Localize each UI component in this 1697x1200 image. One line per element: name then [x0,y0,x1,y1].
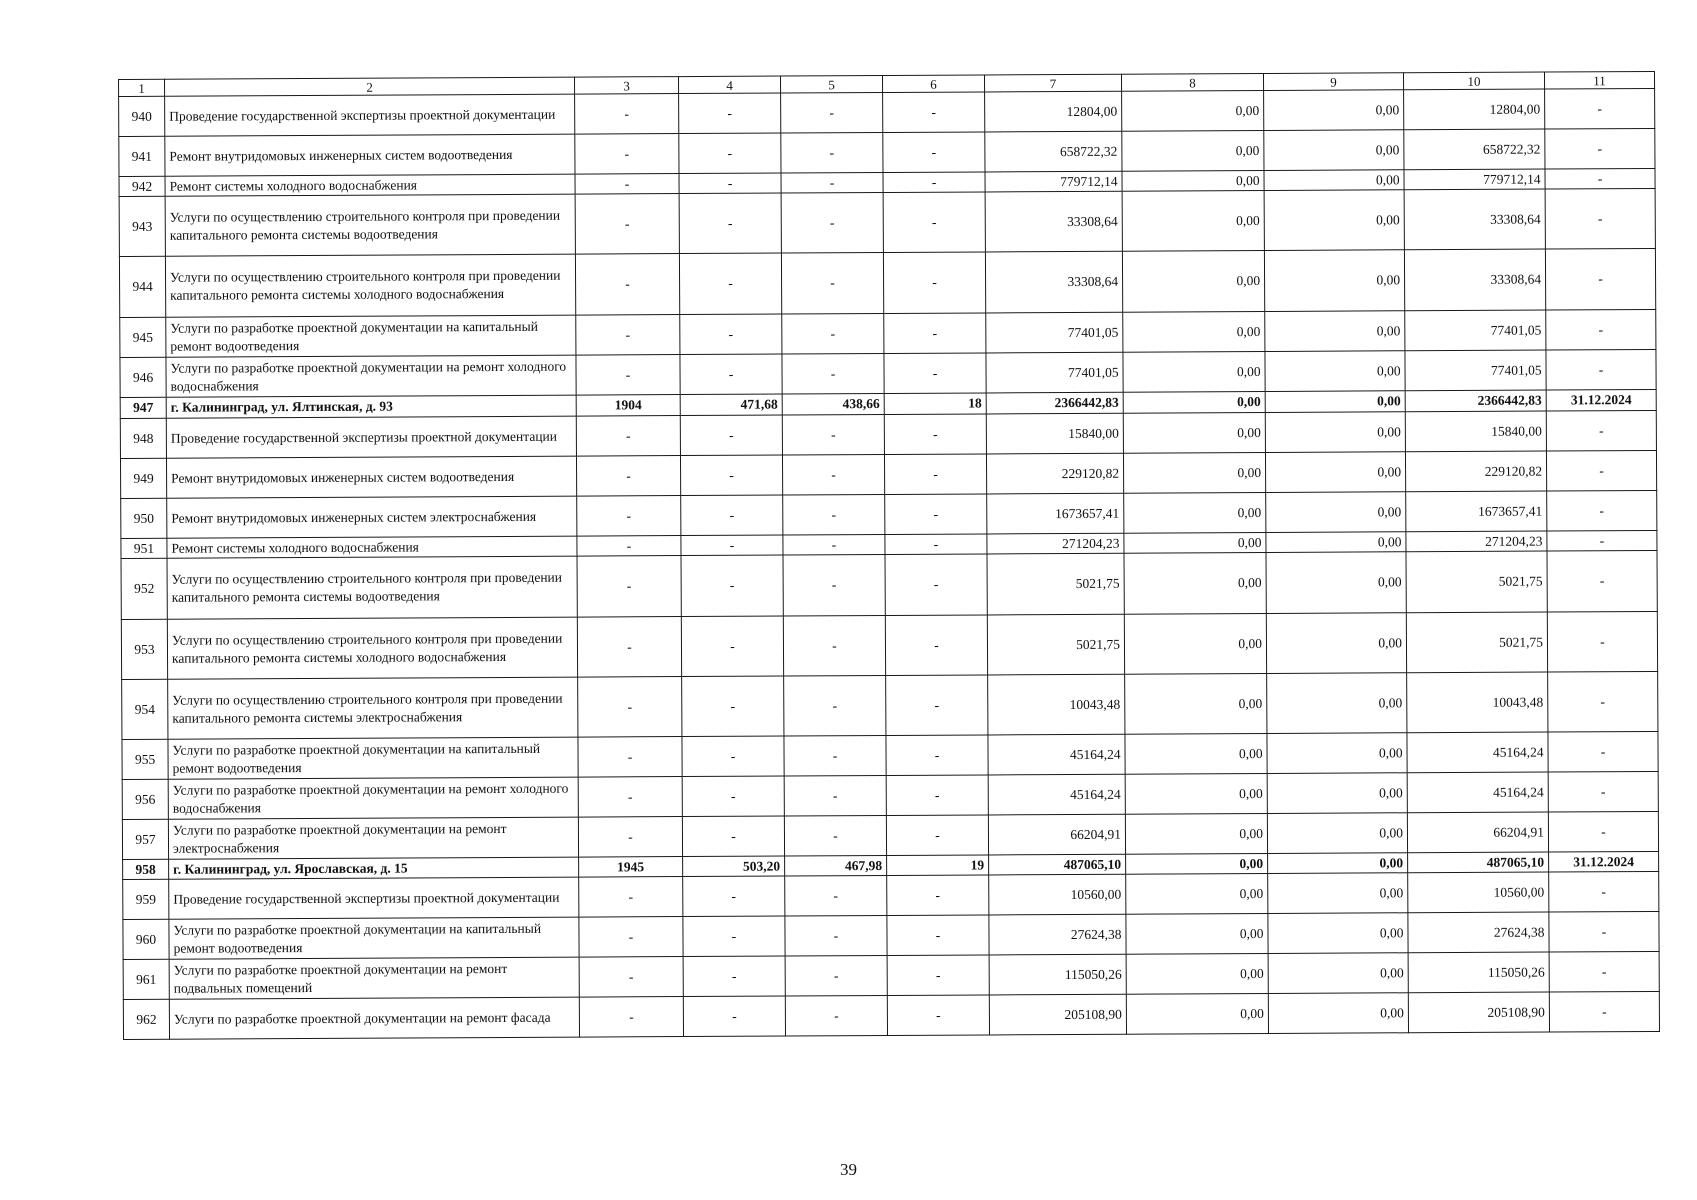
work-row [119,188,1655,256]
budget-cost-cell: 0,00 [1266,613,1406,674]
budget-cost-cell: 0,00 [1264,250,1404,312]
owner-cost-cell: 12804,00 [1404,89,1545,130]
residents-count-cell: 19 [887,855,989,876]
work-row [121,550,1657,619]
total-area-cell: - [683,996,785,1037]
owner-cost-cell: 5021,75 [1406,551,1547,613]
row-number-cell: 952 [121,558,167,619]
residents-count-cell: - [883,132,985,173]
work-description-cell: г. Калининград, ул. Ярославская, д. 15 [169,857,579,879]
total-cost-cell: 1673657,41 [987,493,1124,534]
build-year-cell: - [576,355,680,396]
total-area-cell: - [679,133,781,174]
work-description-cell: Ремонт системы холодного водоснабжения [165,174,575,196]
living-area-cell: - [784,775,886,816]
total-area-cell: - [679,173,781,194]
living-area-cell: - [783,534,885,555]
total-cost-cell: 229120,82 [986,453,1123,494]
owner-cost-cell: 229120,82 [1405,451,1546,492]
budget-cost-cell: 0,00 [1264,170,1404,191]
budget-cost-cell: 0,00 [1266,552,1406,614]
completion-date-cell: - [1547,611,1657,672]
residents-count-cell: - [886,815,988,856]
build-year-cell: - [577,556,681,618]
residents-count-cell: 18 [884,393,986,415]
build-year-cell: - [575,254,679,316]
build-year-cell: 1945 [579,857,683,878]
budget-cost-cell: 0,00 [1264,90,1404,131]
build-year-cell: - [579,917,683,958]
fund-cost-cell: 0,00 [1123,351,1265,392]
work-description-cell: Ремонт внутридомовых инженерных систем электроснабжения [167,496,577,538]
completion-date-cell: - [1547,550,1657,612]
row-number-cell: 949 [120,458,166,498]
fund-cost-cell: 0,00 [1126,913,1268,954]
page-number: 39 [840,1160,857,1179]
total-area-cell: - [679,193,781,254]
total-area-cell: - [681,495,783,536]
living-area-cell: - [784,735,886,776]
budget-cost-cell: 0,00 [1267,733,1407,774]
row-number-cell: 962 [123,999,169,1039]
work-row [121,611,1657,679]
work-description-cell: Проведение государственной экспертизы проектной документации [166,416,576,458]
work-description-cell: Услуги по осуществлению строительного контроля при проведении капитального ремонта системы холодного водоснабжения [165,254,575,317]
row-number-cell: 956 [122,779,168,819]
total-area-cell: - [680,314,782,355]
owner-cost-cell: 779712,14 [1404,169,1545,190]
row-number-cell: 945 [120,317,166,357]
living-area-cell: - [783,494,885,535]
total-cost-cell: 271204,23 [987,533,1124,554]
build-year-cell: 1904 [576,395,680,417]
work-description-cell: Услуги по разработке проектной документации на ремонт подвальных помещений [169,957,579,999]
residents-count-cell: - [884,313,986,354]
completion-date-cell: - [1548,771,1658,812]
total-area-cell: - [682,776,784,817]
build-year-cell: - [576,315,680,356]
row-number-cell: 941 [119,136,165,176]
total-cost-cell: 10043,48 [988,674,1125,735]
fund-cost-cell: 0,00 [1122,91,1264,132]
total-area-cell: - [682,676,784,737]
residents-count-cell: - [883,92,985,133]
total-area-cell: 471,68 [680,394,782,416]
owner-cost-cell: 15840,00 [1405,411,1546,452]
completion-date-cell: - [1546,410,1656,451]
budget-cost-cell: 0,00 [1268,993,1408,1034]
budget-cost-cell: 0,00 [1268,853,1408,874]
living-area-cell: - [781,192,883,253]
owner-cost-cell: 77401,05 [1405,350,1546,391]
living-area-cell: - [784,675,886,736]
row-number-cell: 955 [122,739,168,779]
living-area-cell: - [784,815,886,856]
total-cost-cell: 205108,90 [989,994,1126,1035]
row-number-cell: 950 [121,498,167,538]
fund-cost-cell: 0,00 [1126,873,1268,914]
total-cost-cell: 45164,24 [988,774,1125,815]
living-area-cell: - [782,454,884,495]
living-area-cell: - [781,92,883,133]
total-cost-cell: 12804,00 [985,91,1122,132]
owner-cost-cell: 10560,00 [1408,872,1549,913]
total-area-cell: - [680,354,782,395]
owner-cost-cell: 2366442,83 [1405,390,1546,412]
budget-cost-cell: 0,00 [1267,673,1407,734]
row-number-cell: 943 [119,196,165,256]
completion-date-cell: - [1545,88,1655,129]
work-description-cell: Услуги по осуществлению строительного контроля при проведении капитального ремонта системы электроснабжения [168,677,578,739]
work-description-cell: Услуги по осуществлению строительного контроля при проведении капитального ремонта системы водоотведения [165,194,575,256]
residents-count-cell: - [884,414,986,455]
column-header: 10 [1403,72,1544,90]
column-header: 8 [1121,74,1263,92]
residents-count-cell: - [887,915,989,956]
total-cost-cell: 77401,05 [986,312,1123,353]
total-cost-cell: 2366442,83 [986,392,1123,414]
total-cost-cell: 658722,32 [985,131,1122,172]
budget-cost-cell: 0,00 [1265,351,1405,392]
budget-cost-cell: 0,00 [1268,913,1408,954]
total-area-cell: - [683,956,785,997]
completion-date-cell: - [1545,188,1655,249]
row-number-cell: 954 [122,679,168,739]
residents-count-cell: - [887,995,989,1036]
completion-date-cell: - [1549,951,1659,992]
owner-cost-cell: 1673657,41 [1406,491,1547,532]
build-year-cell: - [575,94,679,135]
residents-count-cell: - [885,534,987,555]
column-header: 5 [780,75,882,93]
build-year-cell: - [578,817,682,858]
completion-date-cell: - [1549,911,1659,952]
residents-count-cell: - [886,775,988,816]
budget-cost-cell: 0,00 [1265,452,1405,493]
total-cost-cell: 5021,75 [987,553,1124,615]
budget-cost-cell: 0,00 [1268,873,1408,914]
owner-cost-cell: 487065,10 [1408,852,1549,873]
owner-cost-cell: 45164,24 [1407,732,1548,773]
build-year-cell: - [575,174,679,195]
completion-date-cell: - [1547,490,1657,531]
owner-cost-cell: 205108,90 [1408,992,1549,1033]
residents-count-cell: - [886,735,988,776]
column-header: 11 [1544,71,1654,89]
fund-cost-cell: 0,00 [1122,131,1264,172]
residents-count-cell: - [883,252,985,314]
build-year-cell: - [577,496,681,537]
budget-cost-cell: 0,00 [1264,130,1404,171]
budget-cost-cell: 0,00 [1264,190,1404,251]
row-number-cell: 946 [120,357,166,397]
total-cost-cell: 33308,64 [985,251,1122,313]
completion-date-cell: - [1545,128,1655,169]
living-area-cell: - [782,353,884,394]
budget-cost-cell: 0,00 [1265,391,1405,413]
column-header: 1 [119,79,165,96]
work-description-cell: Услуги по осуществлению строительного контроля при проведении капитального ремонта системы водоотведения [167,556,577,619]
row-number-cell: 948 [120,418,166,458]
column-header: 4 [678,76,780,94]
residents-count-cell: - [885,494,987,535]
budget-cost-cell: 0,00 [1265,412,1405,453]
living-area-cell: - [785,915,887,956]
build-year-cell: - [579,997,683,1038]
fund-cost-cell: 0,00 [1125,733,1267,774]
row-number-cell: 942 [119,176,165,196]
fund-cost-cell: 0,00 [1126,953,1268,994]
total-area-cell: - [682,816,784,857]
row-number-cell: 951 [121,538,167,558]
owner-cost-cell: 10043,48 [1407,672,1548,733]
fund-cost-cell: 0,00 [1124,613,1266,674]
work-description-cell: Услуги по разработке проектной документации на ремонт холодного водоснабжения [168,777,578,819]
total-cost-cell: 33308,64 [985,191,1122,252]
build-year-cell: - [578,677,682,738]
work-description-cell: Проведение государственной экспертизы проектной документации [169,877,579,919]
living-area-cell: - [785,995,887,1036]
fund-cost-cell: 0,00 [1125,773,1267,814]
fund-cost-cell: 0,00 [1123,412,1265,453]
build-year-cell: - [576,416,680,457]
fund-cost-cell: 0,00 [1126,853,1268,874]
residents-count-cell: - [887,875,989,916]
owner-cost-cell: 45164,24 [1407,772,1548,813]
residents-count-cell: - [885,615,987,676]
completion-date-cell: - [1549,991,1659,1032]
budget-cost-cell: 0,00 [1266,532,1406,553]
living-area-cell: - [785,955,887,996]
fund-cost-cell: 0,00 [1125,673,1267,734]
column-header: 3 [574,77,678,95]
fund-cost-cell: 0,00 [1124,492,1266,533]
total-area-cell: - [681,535,783,556]
living-area-cell: - [783,615,885,676]
total-area-cell: - [681,616,783,677]
completion-date-cell: - [1549,871,1659,912]
work-description-cell: Услуги по разработке проектной документации на ремонт электроснабжения [168,817,578,859]
build-year-cell: - [577,536,681,557]
fund-cost-cell: 0,00 [1124,532,1266,553]
work-description-cell: Услуги по разработке проектной документации на ремонт фасада [169,997,579,1039]
residents-count-cell: - [887,955,989,996]
work-row [123,991,1659,1039]
total-area-cell: - [679,253,781,315]
total-area-cell: 503,20 [683,856,785,877]
living-area-cell: - [783,554,885,616]
fund-cost-cell: 0,00 [1123,452,1265,493]
work-description-cell: Ремонт внутридомовых инженерных систем водоотведения [166,456,576,498]
column-header: 2 [165,77,575,96]
fund-cost-cell: 0,00 [1123,391,1265,413]
row-number-cell: 957 [122,819,168,859]
completion-date-cell: - [1546,309,1656,350]
build-year-cell: - [576,456,680,497]
total-area-cell: - [680,415,782,456]
build-year-cell: - [575,194,679,255]
total-cost-cell: 779712,14 [985,171,1122,192]
fund-cost-cell: 0,00 [1122,250,1264,312]
data-table [118,71,1660,1040]
work-description-cell: г. Калининград, ул. Ялтинская, д. 93 [166,395,576,418]
row-number-cell: 947 [120,397,166,418]
work-row [122,671,1658,739]
row-number-cell: 953 [121,619,167,679]
budget-cost-cell: 0,00 [1267,813,1407,854]
completion-date-cell: - [1547,530,1657,551]
build-year-cell: - [575,134,679,175]
fund-cost-cell: 0,00 [1126,993,1268,1034]
fund-cost-cell: 0,00 [1122,171,1264,192]
total-cost-cell: 66204,91 [988,814,1125,855]
owner-cost-cell: 77401,05 [1405,310,1546,351]
total-area-cell: - [683,916,785,957]
residents-count-cell: - [886,675,988,736]
work-description-cell: Услуги по разработке проектной документации на капитальный ремонт водоотведения [168,737,578,779]
completion-date-cell: 31.12.2024 [1546,389,1656,411]
residents-count-cell: - [884,353,986,394]
total-area-cell: - [683,876,785,917]
owner-cost-cell: 33308,64 [1404,249,1545,311]
owner-cost-cell: 658722,32 [1404,129,1545,170]
living-area-cell: - [782,414,884,455]
work-row [119,248,1655,317]
work-description-cell: Ремонт системы холодного водоснабжения [167,536,577,558]
build-year-cell: - [579,877,683,918]
completion-date-cell: - [1548,671,1658,732]
completion-date-cell: - [1546,450,1656,491]
budget-cost-cell: 0,00 [1267,773,1407,814]
total-area-cell: - [679,93,781,134]
total-cost-cell: 115050,26 [989,954,1126,995]
row-number-cell: 961 [123,959,169,999]
residents-count-cell: - [883,192,985,253]
row-number-cell: 958 [123,859,169,879]
total-cost-cell: 77401,05 [986,352,1123,393]
total-area-cell: - [681,555,783,617]
owner-cost-cell: 115050,26 [1408,952,1549,993]
living-area-cell: 467,98 [785,855,887,876]
residents-count-cell: - [884,454,986,495]
budget-cost-cell: 0,00 [1266,492,1406,533]
work-description-cell: Услуги по разработке проектной документации на ремонт холодного водоснабжения [166,355,576,397]
total-cost-cell: 487065,10 [989,854,1126,875]
build-year-cell: - [578,737,682,778]
budget-cost-cell: 0,00 [1268,953,1408,994]
column-header: 9 [1263,73,1403,91]
column-header: 6 [882,75,984,93]
residents-count-cell: - [885,554,987,616]
build-year-cell: - [579,957,683,998]
living-area-cell: - [781,172,883,193]
fund-cost-cell: 0,00 [1125,813,1267,854]
living-area-cell: 438,66 [782,393,884,415]
total-cost-cell: 15840,00 [986,413,1123,454]
residents-count-cell: - [883,172,985,193]
fund-cost-cell: 0,00 [1123,311,1265,352]
owner-cost-cell: 271204,23 [1406,531,1547,552]
total-cost-cell: 45164,24 [988,734,1125,775]
living-area-cell: - [781,132,883,173]
total-cost-cell: 5021,75 [987,614,1124,675]
column-header: 7 [984,74,1121,92]
build-year-cell: - [577,617,681,678]
completion-date-cell: - [1548,811,1658,852]
work-description-cell: Услуги по осуществлению строительного контроля при проведении капитального ремонта системы холодного водоснабжения [167,617,577,679]
total-cost-cell: 27624,38 [989,914,1126,955]
work-description-cell: Ремонт внутридомовых инженерных систем водоотведения [165,134,575,176]
living-area-cell: - [785,875,887,916]
fund-cost-cell: 0,00 [1124,552,1266,614]
work-description-cell: Услуги по разработке проектной документации на капитальный ремонт водоотведения [169,917,579,959]
fund-cost-cell: 0,00 [1122,191,1264,252]
completion-date-cell: - [1548,731,1658,772]
total-cost-cell: 10560,00 [989,874,1126,915]
total-area-cell: - [682,736,784,777]
build-year-cell: - [578,777,682,818]
row-number-cell: 960 [123,919,169,959]
owner-cost-cell: 33308,64 [1404,189,1545,250]
budget-cost-cell: 0,00 [1265,311,1405,352]
owner-cost-cell: 27624,38 [1408,912,1549,953]
owner-cost-cell: 66204,91 [1407,812,1548,853]
completion-date-cell: - [1546,349,1656,390]
work-description-cell: Проведение государственной экспертизы проектной документации [165,94,575,136]
completion-date-cell: - [1545,168,1655,189]
owner-cost-cell: 5021,75 [1406,612,1547,673]
row-number-cell: 940 [119,96,165,136]
living-area-cell: - [782,313,884,354]
row-number-cell: 959 [123,879,169,919]
total-area-cell: - [680,455,782,496]
work-description-cell: Услуги по разработке проектной документации на капитальный ремонт водоотведения [166,315,576,357]
living-area-cell: - [781,252,883,314]
completion-date-cell: - [1545,248,1655,310]
completion-date-cell: 31.12.2024 [1549,851,1659,872]
row-number-cell: 944 [119,256,165,317]
